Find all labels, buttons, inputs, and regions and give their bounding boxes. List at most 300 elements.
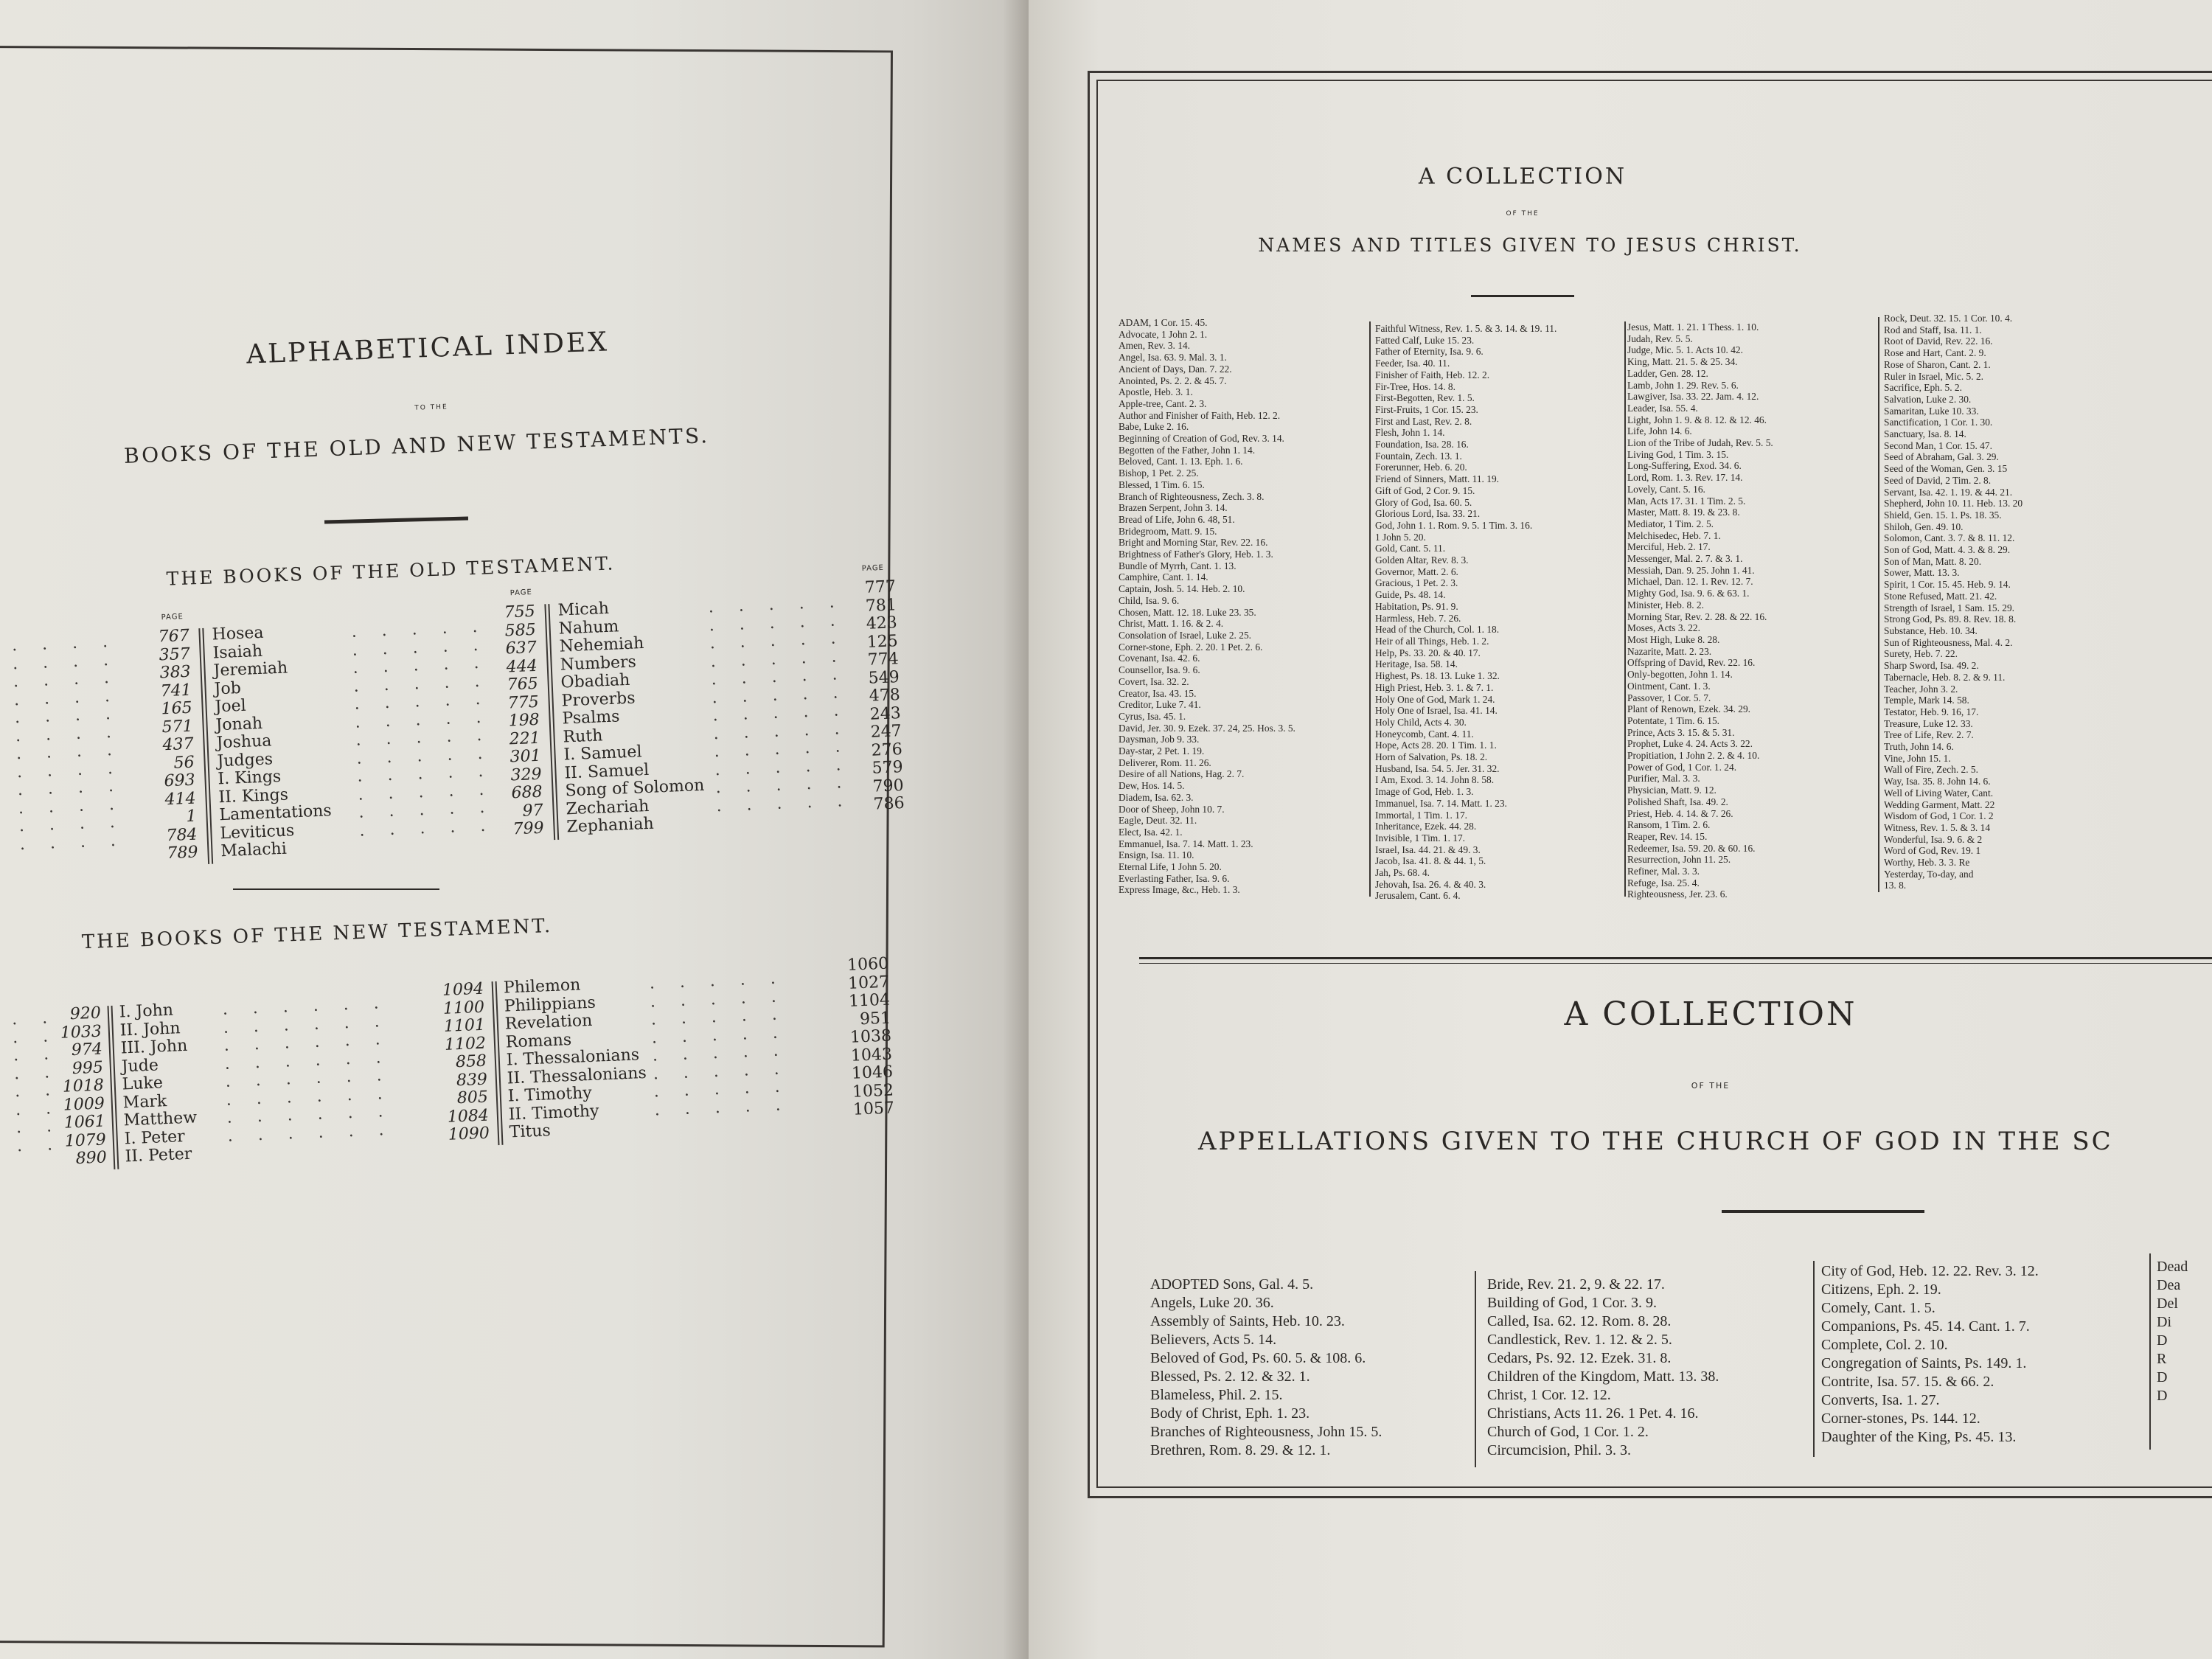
page-number: 478 <box>869 686 901 706</box>
appellation-entry: ADOPTED Sons, Gal. 4. 5. <box>1150 1276 1314 1293</box>
names-divider <box>1471 295 1574 297</box>
page-number: 1057 <box>852 1099 895 1119</box>
ot-heading: THE BOOKS OF THE OLD TESTAMENT. <box>166 552 616 590</box>
page-number: 1027 <box>847 973 890 993</box>
church-col-rule-3 <box>2149 1253 2151 1450</box>
church-column-3 <box>1821 1262 2146 1447</box>
book-name: Joshua <box>216 731 272 753</box>
name-entry: Author and Finisher of Faith, Heb. 12. 2. <box>1119 409 1281 421</box>
names-subtitle: NAMES AND TITLES GIVEN TO JESUS CHRIST. <box>1258 234 1802 256</box>
page-number: 995 <box>72 1057 104 1078</box>
name-entry: Immortal, 1 Tim. 1. 17. <box>1375 809 1467 821</box>
name-entry: Seed of the Woman, Gen. 3. 15 <box>1884 463 2008 475</box>
book-name: Titus <box>509 1121 552 1142</box>
name-entry: Beginning of Creation of God, Rev. 3. 14. <box>1119 433 1284 445</box>
book-name: I. Timothy <box>507 1083 593 1106</box>
appellation-entry: Dea <box>2157 1277 2181 1293</box>
page-number: 579 <box>872 758 904 778</box>
church-column-1 <box>1150 1276 1467 1460</box>
appellation-entry: Brethren, Rom. 8. 29. & 12. 1. <box>1150 1442 1331 1458</box>
name-entry: Fountain, Zech. 13. 1. <box>1375 450 1462 462</box>
name-entry: Image of God, Heb. 1. 3. <box>1375 786 1474 798</box>
name-entry: Branch of Righteousness, Zech. 3. 8. <box>1119 490 1265 502</box>
name-entry: Governor, Matt. 2. 6. <box>1375 566 1458 577</box>
name-entry: Plant of Renown, Ezek. 34. 29. <box>1627 703 1750 715</box>
name-entry: Blessed, 1 Tim. 6. 15. <box>1119 479 1205 490</box>
page-number: 789 <box>167 843 199 863</box>
name-entry: Christ, Matt. 1. 16. & 2. 4. <box>1119 618 1224 630</box>
name-entry: Rod and Staff, Isa. 11. 1. <box>1884 324 1982 335</box>
name-entry: Highest, Ps. 18. 13. Luke 1. 32. <box>1375 670 1500 682</box>
name-entry: Anointed, Ps. 2. 2. & 45. 7. <box>1119 375 1227 386</box>
name-entry: Cyrus, Isa. 45. 1. <box>1119 710 1186 722</box>
page-number: 974 <box>71 1040 103 1060</box>
appellation-entry: Corner-stones, Ps. 144. 12. <box>1821 1411 1980 1427</box>
section-divider-bottom <box>1139 963 2212 964</box>
page-number: 221 <box>509 728 541 748</box>
book-name: Obadiah <box>560 670 630 692</box>
page-number: 799 <box>512 818 545 839</box>
name-entry: Golden Altar, Rev. 8. 3. <box>1375 554 1469 566</box>
page-number: 1052 <box>852 1080 894 1102</box>
name-entry: Judah, Rev. 5. 5. <box>1627 333 1693 344</box>
name-entry: Man, Acts 17. 31. 1 Tim. 2. 5. <box>1627 495 1746 507</box>
ot-col1-pages <box>111 627 198 865</box>
name-entry: Honeycomb, Cant. 4. 11. <box>1375 728 1474 740</box>
page-number: 767 <box>158 626 190 647</box>
church-col-rule-2 <box>1813 1261 1815 1457</box>
page-number: 414 <box>164 789 197 809</box>
name-entry: Holy One of Israel, Isa. 41. 14. <box>1375 705 1498 717</box>
book-name: II. Kings <box>218 785 289 807</box>
book-name: Malachi <box>220 839 288 861</box>
name-entry: Purifier, Mal. 3. 3. <box>1627 773 1700 785</box>
nt-col1-pages <box>30 1005 107 1170</box>
name-entry: Merciful, Heb. 2. 17. <box>1627 541 1711 553</box>
name-entry: Master, Matt. 8. 19. & 23. 8. <box>1627 507 1740 518</box>
page-number: 1061 <box>63 1112 106 1133</box>
nt-heading: THE BOOKS OF THE NEW TESTAMENT. <box>81 914 553 954</box>
name-entry: Jacob, Isa. 41. 8. & 44. 1, 5. <box>1375 855 1486 867</box>
page-number: 56 <box>173 753 195 773</box>
name-entry: Shiloh, Gen. 49. 10. <box>1884 521 1964 532</box>
name-entry: Beloved, Cant. 1. 13. Eph. 1. 6. <box>1119 456 1243 467</box>
name-entry: Bishop, 1 Pet. 2. 25. <box>1119 467 1199 479</box>
name-entry: Second Man, 1 Cor. 15. 47. <box>1884 439 1992 451</box>
name-entry: Guide, Ps. 48. 14. <box>1375 589 1446 601</box>
name-entry: Father of Eternity, Isa. 9. 6. <box>1375 346 1484 358</box>
name-entry: Foundation, Isa. 28. 16. <box>1375 439 1469 451</box>
appellation-entry: D <box>2157 1332 2168 1349</box>
name-entry: Potentate, 1 Tim. 6. 15. <box>1627 714 1719 726</box>
name-entry: Most High, Luke 8. 28. <box>1627 633 1720 645</box>
name-entry: Wall of Fire, Zech. 2. 5. <box>1884 764 1978 776</box>
appellation-entry: Comely, Cant. 1. 5. <box>1821 1300 1935 1316</box>
name-entry: Sharp Sword, Isa. 49. 2. <box>1884 660 1979 672</box>
appellation-entry: Blessed, Ps. 2. 12. & 32. 1. <box>1150 1368 1310 1385</box>
name-entry: Captain, Josh. 5. 14. Heb. 2. 10. <box>1119 583 1245 595</box>
name-entry: Living God, 1 Tim. 3. 15. <box>1627 448 1729 460</box>
section-divider-top <box>1139 957 2212 959</box>
name-entry: Harmless, Heb. 7. 26. <box>1375 612 1461 624</box>
name-entry: Reaper, Rev. 14. 15. <box>1627 830 1708 842</box>
name-entry: Lovely, Cant. 5. 16. <box>1627 483 1705 495</box>
name-entry: Worthy, Heb. 3. 3. Re <box>1884 857 1970 869</box>
page-number: 357 <box>159 644 191 664</box>
name-entry: Feeder, Isa. 40. 11. <box>1375 358 1450 369</box>
name-entry: David, Jer. 30. 9. Ezek. 37. 24, 25. Hos. 3. 5. <box>1119 722 1295 734</box>
name-entry: Testator, Heb. 9. 16, 17. <box>1884 706 1979 717</box>
appellation-entry: Body of Christ, Eph. 1. 23. <box>1150 1405 1310 1422</box>
name-entry: Rose and Hart, Cant. 2. 9. <box>1884 347 1986 359</box>
page-number: 765 <box>507 674 539 695</box>
page-number: 549 <box>868 667 900 688</box>
name-entry: Faithful Witness, Rev. 1. 5. & 3. 14. & 19. 11. <box>1375 323 1557 334</box>
name-entry: Witness, Rev. 1. 5. & 3. 14 <box>1884 821 1991 833</box>
name-entry: Inheritance, Ezek. 44. 28. <box>1375 821 1477 832</box>
name-entry: Passover, 1 Cor. 5. 7. <box>1627 692 1711 703</box>
name-entry: Gift of God, 2 Cor. 9. 15. <box>1375 484 1475 496</box>
name-entry: Salvation, Luke 2. 30. <box>1884 393 1972 405</box>
name-entry: 13. 8. <box>1884 880 1907 891</box>
appellation-entry: Complete, Col. 2. 10. <box>1821 1337 1948 1353</box>
right-page <box>1029 0 2212 1659</box>
appellation-entry: Angels, Luke 20. 36. <box>1150 1295 1274 1311</box>
name-entry: Daysman, Job 9. 33. <box>1119 734 1200 745</box>
name-entry: Horn of Salvation, Ps. 18. 2. <box>1375 751 1488 763</box>
book-name: I. Kings <box>218 767 282 789</box>
name-entry: Minister, Heb. 8. 2. <box>1627 599 1704 611</box>
page-number: 1009 <box>63 1093 105 1115</box>
name-entry: Eternal Life, 1 John 5. 20. <box>1119 861 1222 873</box>
book-name: Micah <box>557 599 610 620</box>
name-entry: Covert, Isa. 32. 2. <box>1119 675 1189 687</box>
name-entry: Refuge, Isa. 25. 4. <box>1627 877 1700 888</box>
appellation-entry: Del <box>2157 1295 2178 1312</box>
name-entry: Seed of David, 2 Tim. 2. 8. <box>1884 474 1992 486</box>
name-entry: Samaritan, Luke 10. 33. <box>1884 405 1979 417</box>
name-entry: Redeemer, Isa. 59. 20. & 60. 16. <box>1627 842 1756 854</box>
name-entry: Head of the Church, Col. 1. 18. <box>1375 624 1500 636</box>
ot-page-label-1: PAGE <box>161 613 184 622</box>
name-entry: Sower, Matt. 13. 3. <box>1884 567 1960 579</box>
appellation-entry: D <box>2157 1388 2168 1404</box>
page-number: 786 <box>873 793 905 814</box>
appellation-entry: City of God, Heb. 12. 22. Rev. 3. 12. <box>1821 1263 2039 1279</box>
name-entry: Creditor, Luke 7. 41. <box>1119 699 1201 711</box>
page-number: 920 <box>69 1004 102 1024</box>
appellation-entry: D <box>2157 1369 2168 1385</box>
name-entry: Ruler in Israel, Mic. 5. 2. <box>1884 370 1983 382</box>
name-entry: Bridegroom, Matt. 9. 15. <box>1119 525 1217 537</box>
name-entry: Forerunner, Heb. 6. 20. <box>1375 462 1467 473</box>
page-number: 243 <box>869 703 902 724</box>
ot-col2-pages <box>461 603 544 841</box>
book-name: Judges <box>217 749 274 771</box>
page-number: 951 <box>859 1009 891 1029</box>
appellation-entry: Cedars, Ps. 92. 12. Ezek. 31. 8. <box>1487 1350 1672 1366</box>
church-col-rule-1 <box>1475 1271 1476 1467</box>
appellation-entry: Contrite, Isa. 57. 15. & 66. 2. <box>1821 1374 1994 1390</box>
name-entry: Covenant, Isa. 42. 6. <box>1119 653 1200 664</box>
name-entry: Begotten of the Father, John 1. 14. <box>1119 444 1256 456</box>
names-title: A COLLECTION <box>1418 164 1627 189</box>
name-entry: Ointment, Cant. 1. 3. <box>1627 680 1711 692</box>
name-entry: Fatted Calf, Luke 15. 23. <box>1375 334 1475 346</box>
name-entry: Polished Shaft, Isa. 49. 2. <box>1627 796 1728 807</box>
church-title: A COLLECTION <box>1564 995 1857 1033</box>
page-number: 125 <box>866 631 899 652</box>
book-name: Leviticus <box>219 821 295 843</box>
name-entry: Dew, Hos. 14. 5. <box>1119 780 1185 792</box>
ot-leader-dots-3: ..... ..... ..... ..... ..... ..... ..... ..... ..... ..... ..... ..... <box>708 592 868 815</box>
book-name: Jeremiah <box>213 658 288 681</box>
name-entry: Babe, Luke 2. 16. <box>1119 421 1189 433</box>
name-entry: First-Fruits, 1 Cor. 15. 23. <box>1375 403 1478 415</box>
name-entry: Camphire, Cant. 1. 14. <box>1119 571 1208 583</box>
book-name: Revelation <box>504 1011 593 1034</box>
name-entry: Creator, Isa. 43. 15. <box>1119 687 1197 699</box>
name-entry: Rose of Sharon, Cant. 2. 1. <box>1884 358 1991 370</box>
ot-table <box>0 563 923 863</box>
appellation-entry: Di <box>2157 1314 2171 1330</box>
book-name: Philemon <box>503 975 581 998</box>
name-entry: Husband, Isa. 54. 5. Jer. 31. 32. <box>1375 762 1500 774</box>
appellation-entry: R <box>2157 1351 2167 1367</box>
page-number: 781 <box>865 595 897 616</box>
ot-col1-books <box>212 620 369 860</box>
church-divider <box>1722 1210 1924 1213</box>
name-entry: Well of Living Water, Cant. <box>1884 787 1994 799</box>
page-number: 1018 <box>62 1076 105 1096</box>
name-entry: Word of God, Rev. 19. 1 <box>1884 845 1981 857</box>
page-number: 805 <box>456 1088 489 1108</box>
page-number: 1084 <box>447 1106 490 1127</box>
name-entry: Ransom, 1 Tim. 2. 6. <box>1627 819 1711 831</box>
name-entry: Finisher of Faith, Heb. 12. 2. <box>1375 369 1490 380</box>
book-name: Lamentations <box>219 801 333 825</box>
name-entry: First-Begotten, Rev. 1. 5. <box>1375 392 1475 404</box>
name-entry: Only-begotten, John 1. 14. <box>1627 669 1733 681</box>
appellation-entry: Children of the Kingdom, Matt. 13. 38. <box>1487 1368 1719 1385</box>
name-entry: Wonderful, Isa. 9. 6. & 2 <box>1884 833 1983 845</box>
book-name: II. Thessalonians <box>507 1063 647 1088</box>
name-entry: Strong God, Ps. 89. 8. Rev. 18. 8. <box>1884 613 2017 625</box>
names-of-the: OF THE <box>1506 210 1540 218</box>
name-entry: Shepherd, John 10. 11. Heb. 13. 20 <box>1884 498 2023 509</box>
name-entry: Child, Isa. 9. 6. <box>1119 594 1180 606</box>
name-entry: Diadem, Isa. 62. 3. <box>1119 791 1194 803</box>
nt-col2-pages <box>410 981 490 1146</box>
name-entry: Brightness of Father's Glory, Heb. 1. 3. <box>1119 549 1273 560</box>
name-entry: Tree of Life, Rev. 2. 7. <box>1884 729 1974 741</box>
page-number: 571 <box>161 717 194 737</box>
name-entry: Treasure, Luke 12. 33. <box>1884 717 1973 729</box>
book-name: Jonah <box>215 714 263 734</box>
name-entry: Light, John 1. 9. & 8. 12. & 12. 46. <box>1627 414 1767 425</box>
name-entry: Tabernacle, Heb. 8. 2. & 9. 11. <box>1884 671 2006 683</box>
nt-leader-dots-3: ..... ..... ..... ..... ..... ..... ..... ..... <box>649 968 807 1120</box>
names-col-rule-1 <box>1369 321 1371 897</box>
name-entry: Glory of God, Isa. 60. 5. <box>1375 496 1472 508</box>
book-name: Song of Solomon <box>565 776 705 801</box>
book-name: II. Peter <box>125 1144 192 1166</box>
name-entry: Leader, Isa. 55. 4. <box>1627 402 1698 414</box>
name-entry: Bundle of Myrrh, Cant. 1. 13. <box>1119 560 1237 571</box>
name-entry: Wisdom of God, 1 Cor. 1. 2 <box>1884 810 1994 822</box>
name-entry: Substance, Heb. 10. 34. <box>1884 625 1978 636</box>
name-entry: Hope, Acts 28. 20. 1 Tim. 1. 1. <box>1375 740 1497 751</box>
church-of-the: OF THE <box>1691 1081 1731 1091</box>
page-number: 1 <box>186 807 198 827</box>
page-number: 1104 <box>848 990 891 1011</box>
appellation-entry: Daughter of the King, Ps. 45. 13. <box>1821 1429 2017 1445</box>
name-entry: Sanctuary, Isa. 8. 14. <box>1884 428 1966 440</box>
name-entry: Son of God, Matt. 4. 3. & 8. 29. <box>1884 544 2011 556</box>
name-entry: Moses, Acts 3. 22. <box>1627 622 1700 634</box>
book-name: Ruth <box>563 726 603 746</box>
appellation-entry: Candlestick, Rev. 1. 12. & 2. 5. <box>1487 1332 1672 1348</box>
nt-leader-dots-1: .. .. .. .. .. .. .. .. <box>11 1008 78 1155</box>
name-entry: I Am, Exod. 3. 14. John 8. 58. <box>1375 774 1495 786</box>
name-entry: Consolation of Israel, Luke 2. 25. <box>1119 629 1251 641</box>
name-entry: Invisible, 1 Tim. 1. 17. <box>1375 832 1466 844</box>
name-entry: Glorious Lord, Isa. 33. 21. <box>1375 508 1481 520</box>
name-entry: Elect, Isa. 42. 1. <box>1119 826 1183 838</box>
book-name: II. John <box>119 1018 181 1040</box>
appellation-entry: Dead <box>2157 1259 2188 1275</box>
page-number: 437 <box>162 734 195 755</box>
page-number: 1033 <box>60 1022 102 1043</box>
page-number: 775 <box>507 692 540 712</box>
page-number: 784 <box>166 825 198 845</box>
name-entry: Israel, Isa. 44. 21. & 49. 3. <box>1375 844 1481 855</box>
name-entry: Mediator, 1 Tim. 2. 5. <box>1627 518 1714 529</box>
name-entry: Rock, Deut. 32. 15. 1 Cor. 10. 4. <box>1884 313 2013 324</box>
name-entry: Solomon, Cant. 3. 7. & 8. 11. 12. <box>1884 532 2015 544</box>
name-entry: First and Last, Rev. 2. 8. <box>1375 415 1472 427</box>
name-entry: Corner-stone, Eph. 2. 20. 1 Pet. 2. 6. <box>1119 641 1263 653</box>
appellation-entry: Church of God, 1 Cor. 1. 2. <box>1487 1424 1649 1440</box>
name-entry: Gracious, 1 Pet. 2. 3. <box>1375 577 1458 589</box>
name-entry: Refiner, Mal. 3. 3. <box>1627 866 1700 877</box>
name-entry: Messenger, Mal. 2. 7. & 3. 1. <box>1627 553 1743 565</box>
book-name: I. Thessalonians <box>506 1046 640 1070</box>
church-column-4 <box>2157 1258 2212 1405</box>
name-entry: Mighty God, Isa. 9. 6. & 63. 1. <box>1627 588 1750 599</box>
name-entry: Surety, Heb. 7. 22. <box>1884 648 1958 660</box>
name-entry: Holy Child, Acts 4. 30. <box>1375 716 1467 728</box>
book-name: Nahum <box>558 616 619 639</box>
appellation-entry: Christians, Acts 11. 26. 1 Pet. 4. 16. <box>1487 1405 1699 1422</box>
name-entry: Truth, John 14. 6. <box>1884 741 1954 753</box>
page-number: 1060 <box>846 954 889 975</box>
book-name: I. John <box>119 1001 174 1022</box>
church-column-2 <box>1487 1276 1804 1460</box>
book-name: Job <box>214 678 242 698</box>
appellation-entry: Branches of Righteousness, John 15. 5. <box>1150 1424 1382 1440</box>
church-subtitle: APPELLATIONS GIVEN TO THE CHURCH OF GOD IN THE SC <box>1198 1127 2113 1156</box>
name-entry: Ensign, Isa. 11. 10. <box>1119 849 1194 861</box>
appellation-entry: Congregation of Saints, Ps. 149. 1. <box>1821 1355 2027 1371</box>
appellation-entry: Bride, Rev. 21. 2, 9. & 22. 17. <box>1487 1276 1665 1293</box>
name-entry: God, John 1. 1. Rom. 9. 5. 1 Tim. 3. 16. <box>1375 519 1533 531</box>
name-entry: Fir-Tree, Hos. 14. 8. <box>1375 380 1455 392</box>
name-entry: Eagle, Deut. 32. 11. <box>1119 815 1197 827</box>
name-entry: Propitiation, 1 John 2. 2. & 4. 10. <box>1627 750 1760 762</box>
name-entry: Wedding Garment, Matt. 22 <box>1884 799 1995 810</box>
name-entry: Morning Star, Rev. 2. 28. & 22. 16. <box>1627 611 1767 622</box>
book-name: Zephaniah <box>566 814 655 837</box>
appellation-entry: Building of God, 1 Cor. 3. 9. <box>1487 1295 1658 1311</box>
name-entry: Long-Suffering, Exod. 34. 6. <box>1627 460 1742 472</box>
name-entry: Apostle, Heb. 3. 1. <box>1119 386 1193 398</box>
book-name: Zechariah <box>566 796 650 818</box>
name-entry: Help, Ps. 33. 20. & 40. 17. <box>1375 647 1481 658</box>
name-entry: Gold, Cant. 5. 11. <box>1375 543 1446 554</box>
book-name: II. Timothy <box>508 1102 599 1124</box>
page-number: 383 <box>159 662 192 683</box>
nt-col3-pages <box>815 956 895 1121</box>
appellation-entry: Circumcision, Phil. 3. 3. <box>1487 1442 1631 1458</box>
name-entry: Everlasting Father, Isa. 9. 6. <box>1119 872 1230 884</box>
name-entry: Heritage, Isa. 58. 14. <box>1375 658 1458 670</box>
name-entry: High Priest, Heb. 3. 1. & 7. 1. <box>1375 681 1494 693</box>
book-name: Joel <box>215 696 247 717</box>
page-number: 165 <box>161 698 193 719</box>
names-column-3 <box>1627 321 1871 900</box>
page-number: 423 <box>866 613 898 633</box>
name-entry: Sacrifice, Eph. 5. 2. <box>1884 382 1962 394</box>
name-entry: Seed of Abraham, Gal. 3. 29. <box>1884 451 1999 463</box>
name-entry: Lamb, John 1. 29. Rev. 5. 6. <box>1627 379 1739 391</box>
name-entry: Offspring of David, Rev. 22. 16. <box>1627 657 1756 669</box>
name-entry: Sanctification, 1 Cor. 1. 30. <box>1884 417 1993 428</box>
name-entry: Immanuel, Isa. 7. 14. Matt. 1. 23. <box>1375 797 1507 809</box>
page-number: 858 <box>455 1051 487 1072</box>
name-entry: Holy One of God, Mark 1. 24. <box>1375 693 1495 705</box>
page-number: 301 <box>509 746 542 767</box>
name-entry: Nazarite, Matt. 2. 23. <box>1627 645 1712 657</box>
name-entry: Judge, Mic. 5. 1. Acts 10. 42. <box>1627 344 1743 356</box>
nt-col1-books <box>119 1000 229 1166</box>
name-entry: Door of Sheep, John 10. 7. <box>1119 803 1225 815</box>
name-entry: Habitation, Ps. 91. 9. <box>1375 600 1458 612</box>
appellation-entry: Called, Isa. 62. 12. Rom. 8. 28. <box>1487 1313 1672 1329</box>
page-number: 1043 <box>850 1045 893 1065</box>
page-number: 774 <box>867 650 900 669</box>
page-number: 890 <box>75 1148 108 1169</box>
names-col-rule-3 <box>1878 317 1879 892</box>
name-entry: Priest, Heb. 4. 14. & 7. 26. <box>1627 807 1733 819</box>
name-entry: ADAM, 1 Cor. 15. 45. <box>1119 317 1208 328</box>
name-entry: Desire of all Nations, Hag. 2. 7. <box>1119 768 1245 780</box>
name-entry: Physician, Matt. 9. 12. <box>1627 785 1717 796</box>
name-entry: Brazen Serpent, John 3. 14. <box>1119 502 1228 514</box>
name-entry: Deliverer, Rom. 11. 26. <box>1119 757 1211 768</box>
nt-leader-dots-2: ...... ...... ...... ...... ...... ...... ...... ...... <box>222 993 409 1146</box>
appellation-entry: Christ, 1 Cor. 12. 12. <box>1487 1387 1611 1403</box>
page-number: 329 <box>510 765 543 785</box>
page-number: 1101 <box>443 1015 486 1036</box>
name-entry: Vine, John 15. 1. <box>1884 752 1951 764</box>
book-name: Proverbs <box>561 689 636 711</box>
name-entry: Melchisedec, Heb. 7. 1. <box>1627 529 1721 541</box>
name-entry: Prince, Acts 3. 15. & 5. 31. <box>1627 726 1735 738</box>
ot-leader-dots-2: ..... ..... ..... ..... ..... ..... ..... ..... ..... ..... ..... ..... <box>351 616 511 841</box>
name-entry: Temple, Mark 14. 58. <box>1884 695 1969 706</box>
page-number: 1046 <box>851 1062 894 1083</box>
